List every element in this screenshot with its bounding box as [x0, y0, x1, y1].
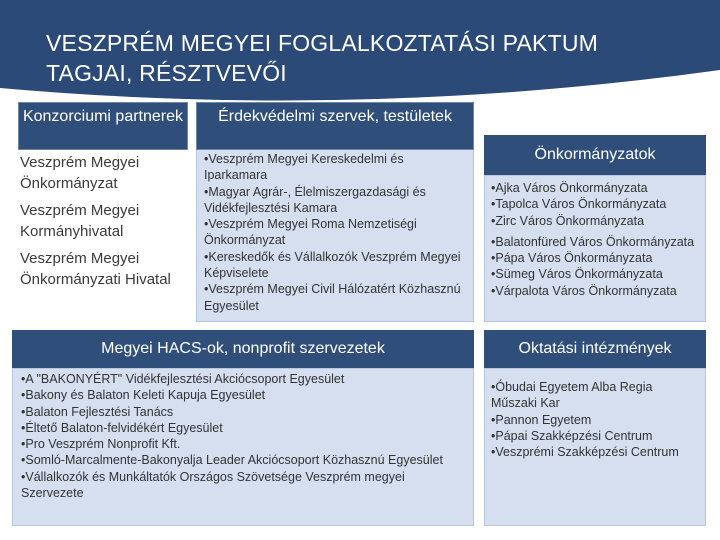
oktatas-header-label: Oktatási intézmények — [518, 340, 672, 357]
onkormanyzatok-header-label: Önkormányzatok — [534, 146, 656, 163]
list-item: Veszprém Megyei Kormányhivatal — [20, 202, 140, 240]
list-item: •Pannon Egyetem — [491, 412, 592, 427]
list-item: •Veszprém Megyei Civil Hálózatért Közhasznú Egyesület — [204, 282, 461, 313]
list-item: Veszprém Megyei Önkormányzat — [20, 154, 140, 192]
oktatas-list — [485, 369, 705, 460]
list-item: •Pro Veszprém Nonprofit Kft. — [21, 437, 181, 452]
list-item: •Tapolca Város Önkormányzata — [491, 197, 667, 212]
onkormanyzatok-header — [484, 135, 706, 175]
onkormanyzatok-list — [485, 176, 705, 299]
list-item: •Éltető Balaton-felvidékért Egyesület — [21, 420, 223, 435]
erdek-header — [196, 102, 474, 150]
list-item: •Somló-Marcalmente-Bakonyalja Leader Akciócsoport Közhasznú Egyesület — [21, 453, 443, 468]
list-item: •Óbudai Egyetem Alba Regia Műszaki Kar — [491, 380, 653, 411]
list-item: •Ajka Város Önkormányzata — [491, 181, 648, 195]
list-item: •Veszprém Megyei Roma Nemzetiségi Önkormányzat — [204, 217, 417, 248]
list-item: •Vállalkozók és Munkáltatók Országos Szövetsége Veszprém megyei Szervezete — [21, 469, 405, 501]
hacs-header-label: Megyei HACS-ok, nonprofit szervezetek — [101, 340, 385, 357]
list-item: •Pápa Város Önkormányzata — [491, 251, 653, 266]
list-item: •Zirc Város Önkormányzata — [491, 213, 645, 228]
list-item: •A "BAKONYÉRT" Vidékfejlesztési Akciócsoport Egyesület — [21, 372, 345, 386]
onkormanyzatok-panel — [484, 175, 706, 322]
list-item: •Balaton Fejlesztési Tanács — [21, 404, 174, 419]
konzorcium-header — [18, 102, 188, 150]
page-title: VESZPRÉM MEGYEI FOGLALKOZTATÁSI PAKTUM TAGJAI, RÉSZTVEVŐI — [46, 30, 599, 86]
list-item: •Kereskedők és Vállalkozók Veszprém Megyei Képviselete — [204, 249, 461, 281]
konzorcium-header-label: Konzorciumi partnerek — [22, 108, 184, 125]
list-item: •Pápai Szakképzési Centrum — [491, 428, 653, 443]
list-item: •Sümeg Város Önkormányzata — [491, 267, 663, 282]
list-item: Veszprém Megyei Önkormányzati Hivatal — [20, 250, 171, 288]
erdek-panel — [196, 148, 474, 322]
list-item: •Veszprémi Szakképzési Centrum — [491, 445, 679, 460]
oktatas-header — [484, 330, 706, 368]
hacs-list — [13, 369, 473, 501]
erdek-list — [197, 149, 473, 314]
title-banner — [0, 0, 720, 110]
list-item: •Balatonfüred Város Önkormányzata — [491, 234, 695, 249]
list-item: •Magyar Agrár-, Élelmiszergazdasági és Vidékfejlesztési Kamara — [204, 184, 426, 215]
erdek-header-label: Érdekvédelmi szervek, testületek — [218, 108, 452, 125]
oktatas-panel — [484, 368, 706, 526]
list-item: •Veszprém Megyei Kereskedelmi és Iparkamara — [204, 152, 404, 183]
hacs-header — [12, 330, 474, 368]
konzorcium-list — [20, 152, 188, 296]
list-item: •Várpalota Város Önkormányzata — [491, 283, 677, 298]
list-item: •Bakony és Balaton Keleti Kapuja Egyesület — [21, 388, 266, 403]
hacs-panel — [12, 368, 474, 526]
